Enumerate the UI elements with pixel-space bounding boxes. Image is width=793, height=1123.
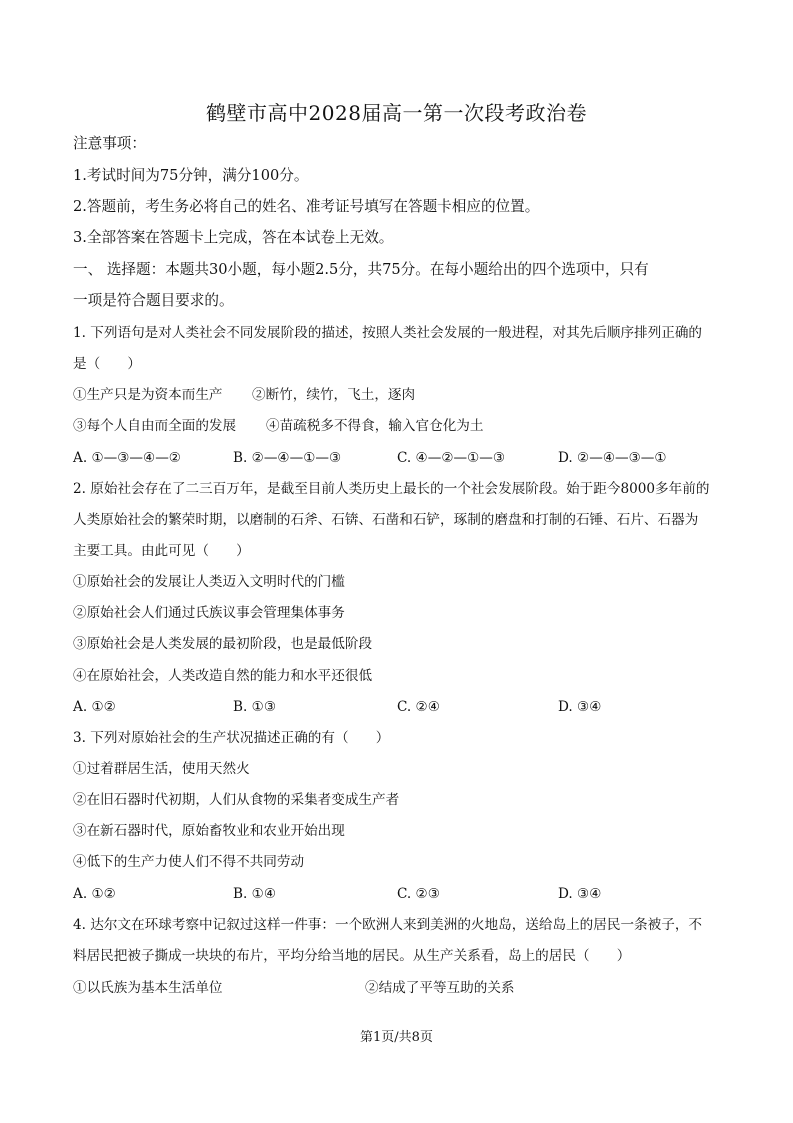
- q2-statement: ③原始社会是人类发展的最初阶段，也是最低阶段: [73, 636, 373, 652]
- q3-option-c[interactable]: C. ②③: [397, 886, 440, 902]
- q1-statement: ②断竹，续竹，飞土，逐肉: [252, 387, 416, 403]
- q2-option-d[interactable]: D. ③④: [558, 699, 602, 715]
- section-heading: 一、 选择题：本题共30小题，每小题2.5分，共75分。在每小题给出的四个选项中，只有: [73, 261, 649, 278]
- q4-stem: 4. 达尔文在环球考察中记叙过这样一件事：一个欧洲人来到美洲的火地岛，送给岛上的居民一条被子，不: [73, 917, 703, 933]
- q3-statement: ①过着群居生活，使用天然火: [73, 761, 250, 777]
- q4-statement: ②结成了平等互助的关系: [365, 980, 515, 996]
- q1-option-d[interactable]: D. ②—④—③—①: [558, 450, 667, 466]
- q3-option-d[interactable]: D. ③④: [558, 886, 602, 902]
- q3-statement: ③在新石器时代，原始畜牧业和农业开始出现: [73, 823, 345, 839]
- notice-item: 2.答题前，考生务必将自己的姓名、准考证号填写在答题卡相应的位置。: [73, 198, 540, 215]
- q1-option-a[interactable]: A. ①—③—④—②: [73, 450, 181, 466]
- q3-statement: ②在旧石器时代初期，人们从食物的采集者变成生产者: [73, 792, 400, 808]
- q3-statement: ④低下的生产力使人们不得不共同劳动: [73, 854, 305, 870]
- notice-item: 3.全部答案在答题卡上完成，答在本试卷上无效。: [73, 229, 394, 246]
- section-heading-cont: 一项是符合题目要求的。: [73, 292, 234, 309]
- q1-stem-cont: 是（ ）: [73, 356, 141, 372]
- page-footer: 第1页/共8页: [360, 1030, 433, 1045]
- q2-stem-cont: 主要工具。由此可见（ ）: [73, 543, 250, 559]
- q2-statement: ①原始社会的发展让人类迈入文明时代的门槛: [73, 574, 345, 590]
- q2-option-a[interactable]: A. ①②: [73, 699, 116, 715]
- q1-statement: ①生产只是为资本而生产: [73, 387, 223, 403]
- q1-statement: ③每个人自由而全面的发展: [73, 418, 237, 434]
- q1-stem: 1. 下列语句是对人类社会不同发展阶段的描述，按照人类社会发展的一般进程，对其先后顺序排列正确的: [73, 325, 703, 341]
- exam-title: 鹤壁市高中2028届高一第一次段考政治卷: [206, 101, 587, 125]
- q3-option-b[interactable]: B. ①④: [233, 886, 277, 902]
- q1-statement: ④苗疏税多不得食，输入官仓化为土: [266, 418, 484, 434]
- notice-heading: 注意事项：: [73, 135, 146, 152]
- q2-option-b[interactable]: B. ①③: [233, 699, 277, 715]
- q2-option-c[interactable]: C. ②④: [397, 699, 440, 715]
- q3-stem: 3. 下列对原始社会的生产状况描述正确的有（ ）: [73, 730, 390, 746]
- q1-option-c[interactable]: C. ④—②—①—③: [397, 450, 506, 466]
- q4-stem-cont: 料居民把被子撕成一块块的布片，平均分给当地的居民。从生产关系看，岛上的居民（ ）: [73, 948, 631, 964]
- q2-stem: 2. 原始社会存在了二三百万年，是截至目前人类历史上最长的一个社会发展阶段。始于距今8000多年前的: [73, 481, 710, 497]
- q1-option-b[interactable]: B. ②—④—①—③: [233, 450, 342, 466]
- q2-stem-cont: 人类原始社会的繁荣时期，以磨制的石斧、石锛、石凿和石铲，琢制的磨盘和打制的石锤、石片、石器为: [73, 512, 699, 528]
- notice-item: 1.考试时间为75分钟，满分100分。: [73, 167, 309, 184]
- q3-option-a[interactable]: A. ①②: [73, 886, 116, 902]
- q4-statement: ①以氏族为基本生活单位: [73, 980, 223, 996]
- q2-statement: ④在原始社会，人类改造自然的能力和水平还很低: [73, 668, 373, 684]
- q2-statement: ②原始社会人们通过氏族议事会管理集体事务: [73, 605, 345, 621]
